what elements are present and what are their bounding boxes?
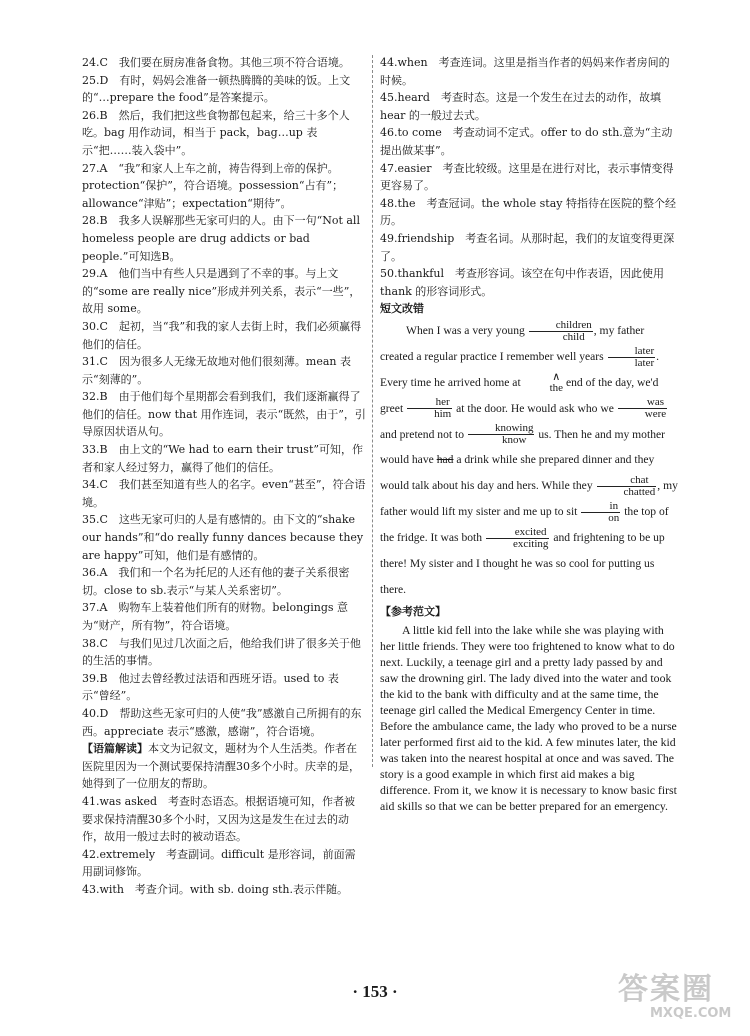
correction-passage [380, 318, 678, 603]
answer-item: 49.friendship 考查名词。从那时起，我们的友谊变得更深了。 [380, 231, 675, 263]
watermark-sub: MXQE.COM [650, 1006, 732, 1021]
correction-old: on [608, 512, 620, 525]
answer-item: 41.was asked 考查时态语态。根据语境可知，作者被要求保持清醒30多个小时，又因为这是发生在过去的动作，故用一般过去时的被动语态。 [82, 794, 356, 844]
answer-item: 46.to come 考查动词不定式。offer to do sth.意为“主动提出做某事”。 [380, 126, 673, 157]
correction-mark [407, 397, 452, 420]
correction-new: excited [486, 527, 549, 539]
answer-item: 48.the 考查冠词。the whole stay 特指待在医院的整个经历。 [380, 196, 676, 228]
correction-text: . Every time he arrived home at [380, 349, 660, 389]
answer-item: 37.A 购物车上装着他们所有的财物。belongings 意为“财产，所有物”，符合语境。 [82, 601, 349, 632]
passage-analysis-label: 【语篇解读】 [82, 742, 148, 756]
correction-text: When I was a very young [406, 323, 525, 337]
answer-item: 27.A “我”和家人上车之前，祷告得到上帝的保护。protection“保护”，符合语境。possession“占有”；allowance“津贴”；expectation“期待”。 [82, 161, 344, 210]
answer-item: 42.extremely 考查副词。difficult 是形容词，前面需用副词修饰。 [82, 847, 356, 879]
correction-mark [529, 320, 593, 343]
answer-list-right [380, 54, 678, 300]
correction-title: 短文改错 [380, 302, 424, 316]
correction-mark [618, 397, 667, 420]
answer-item: 39.B 他过去曾经教过法语和西班牙语。used to 表示“曾经”。 [82, 671, 339, 703]
correction-text: and pretend not to [380, 427, 465, 441]
answer-item: 34.C 我们甚至知道有些人的名字。even“甚至”，符合语境。 [82, 478, 366, 509]
correction-new: knowing [468, 423, 535, 435]
correction-old: were [644, 408, 667, 421]
answer-item: 44.when 考查连词。这里是指当作者的妈妈来作者房间的时候。 [380, 56, 670, 87]
answer-list-left-b [82, 793, 366, 899]
correction-old: know [501, 434, 527, 447]
answer-item: 25.D 有时，妈妈会准备一顿热腾腾的美味的饭。上文的“…prepare the food”是答案提示。 [82, 73, 351, 105]
correction-new: her [407, 397, 452, 409]
correction-mark [581, 501, 620, 524]
correction-old: him [434, 408, 452, 421]
answer-item: 30.C 起初，当“我”和我的家人去街上时，我们必须赢得他们的信任。 [82, 319, 362, 351]
column-divider [372, 55, 373, 767]
passage-analysis [82, 740, 366, 793]
correction-new: in [581, 501, 620, 513]
left-column [82, 54, 366, 899]
answer-item: 50.thankful 考查形容词。该空在句中作表语，因此使用 thank 的形容词形式。 [380, 267, 664, 298]
answer-item: 43.with 考查介词。with sb. doing sth.表示伴随。 [82, 882, 348, 896]
correction-text: at the door. He would ask who we [456, 401, 614, 415]
correction-text: end of the day, we'd greet [380, 375, 659, 415]
correction-text: and frightening to be up there! My sister and I thought he was so cool for putting us there. [380, 531, 665, 596]
correction-text: , my father created a regular practice I remember well years [380, 323, 645, 363]
correction-text: us. Then he and my mother would have [380, 427, 666, 467]
insertion-mark [524, 372, 563, 394]
correction-new: children [529, 320, 593, 332]
correction-old: chatted [623, 486, 656, 499]
answer-item: 36.A 我们和一个名为托尼的人还有他的妻子关系很密切。close to sb.表示“与某人关系密切”。 [82, 566, 350, 597]
model-essay-text: A little kid fell into the lake while she was playing with her little friends. They were too frightened to know what to do next. Luckily, a teenage girl and a pretty lady passed by and saw the drowning girl. The lady dived into the water and took the kid to the bank with difficulty and at the same time, the teenage girl called the Medical Emergency Center in time. Before the ambulance came, the lady who proved to be a nurse later performed first aid to the kid. A few minutes later, the kid was taken into the nearest hospital at once and was saved. The story is a good example in which first aid makes a big difference. From it, we know it is necessary to know basic first aid skills so that we can be better prepared for an emergency. [380, 623, 677, 814]
page-number: · 153 · [352, 982, 398, 1001]
answer-item: 47.easier 考查比较级。这里是在进行对比，表示事情变得更容易了。 [380, 161, 674, 193]
correction-new: later [608, 346, 656, 358]
answer-item: 40.D 帮助这些无家可归的人使“我”感激自己所拥有的东西。appreciate 表示“感激，感谢”，符合语境。 [82, 706, 362, 738]
answer-item: 33.B 由上文的“We had to earn their trust”可知，作者和家人经过努力，赢得了他们的信任。 [82, 443, 363, 474]
model-essay-title: 【参考范文】 [380, 604, 446, 618]
answer-item: 28.B 我多人误解那些无家可归的人。由下一句“Not all homeless people are drug addicts or bad people.”可知选B。 [82, 214, 360, 263]
passage-analysis-text: 本文为记叙文，题材为个人生活类。作者在医院里因为一个测试要保持清醒30多个小时。庆幸的是，她得到了一位朋友的帮助。 [82, 742, 360, 791]
answer-item: 29.A 他们当中有些人只是遇到了不幸的事。与上文的“some are really nice”形成并列关系，表示“一些”，故用 some。 [82, 267, 361, 316]
model-essay [380, 622, 678, 814]
correction-mark [486, 527, 549, 550]
answer-item: 24.C 我们要在厨房准备食物。其他三项不符合语境。 [82, 56, 350, 69]
correction-old: child [562, 330, 585, 343]
correction-new: chat [597, 475, 657, 487]
correction-mark [468, 423, 535, 446]
answer-list-left [82, 54, 366, 740]
right-column [380, 54, 678, 814]
caret-symbol: ∧ [552, 371, 561, 384]
correction-old: exciting [512, 538, 549, 550]
answer-item: 38.C 与我们见过几次面之后，他给我们讲了很多关于他的生活的事情。 [82, 636, 361, 668]
deleted-word: had [436, 453, 454, 467]
correction-text: the top of the fridge. It was both [380, 505, 669, 545]
correction-mark [597, 475, 657, 498]
inserted-word: the [549, 382, 564, 395]
answer-item: 45.heard 考查时态。这是一个发生在过去的动作，故填 hear 的一般过去式。 [380, 91, 661, 122]
correction-text: , my father would lift my sister and me up to sit [380, 479, 678, 519]
correction-old: later [634, 356, 655, 369]
watermark-logo [612, 960, 742, 1030]
answer-item: 32.B 由于他们每个星期都会看到我们，我们逐渐赢得了他们的信任。now that 用作连词，表示“既然，由于”，引导原因状语从句。 [82, 390, 366, 439]
correction-new: was [618, 397, 667, 409]
answer-item: 31.C 因为很多人无缘无故地对他们很刻薄。mean 表示“刻薄的”。 [82, 355, 351, 386]
correction-text: a drink while she prepared dinner and they would talk about his day and hers. While they [380, 453, 655, 493]
answer-item: 26.B 然后，我们把这些食物都包起来，给三十多个人吃。bag 用作动词，相当于 pack，bag…up 表示“把……装入袋中”。 [82, 108, 350, 157]
correction-mark [608, 346, 656, 369]
answer-item: 35.C 这些无家可归的人是有感情的。由下文的“shake our hands”和“do really funny dances because they are happy”可知，他们是有感情的。 [82, 513, 364, 562]
watermark-main: 答案圈 [618, 972, 714, 1007]
